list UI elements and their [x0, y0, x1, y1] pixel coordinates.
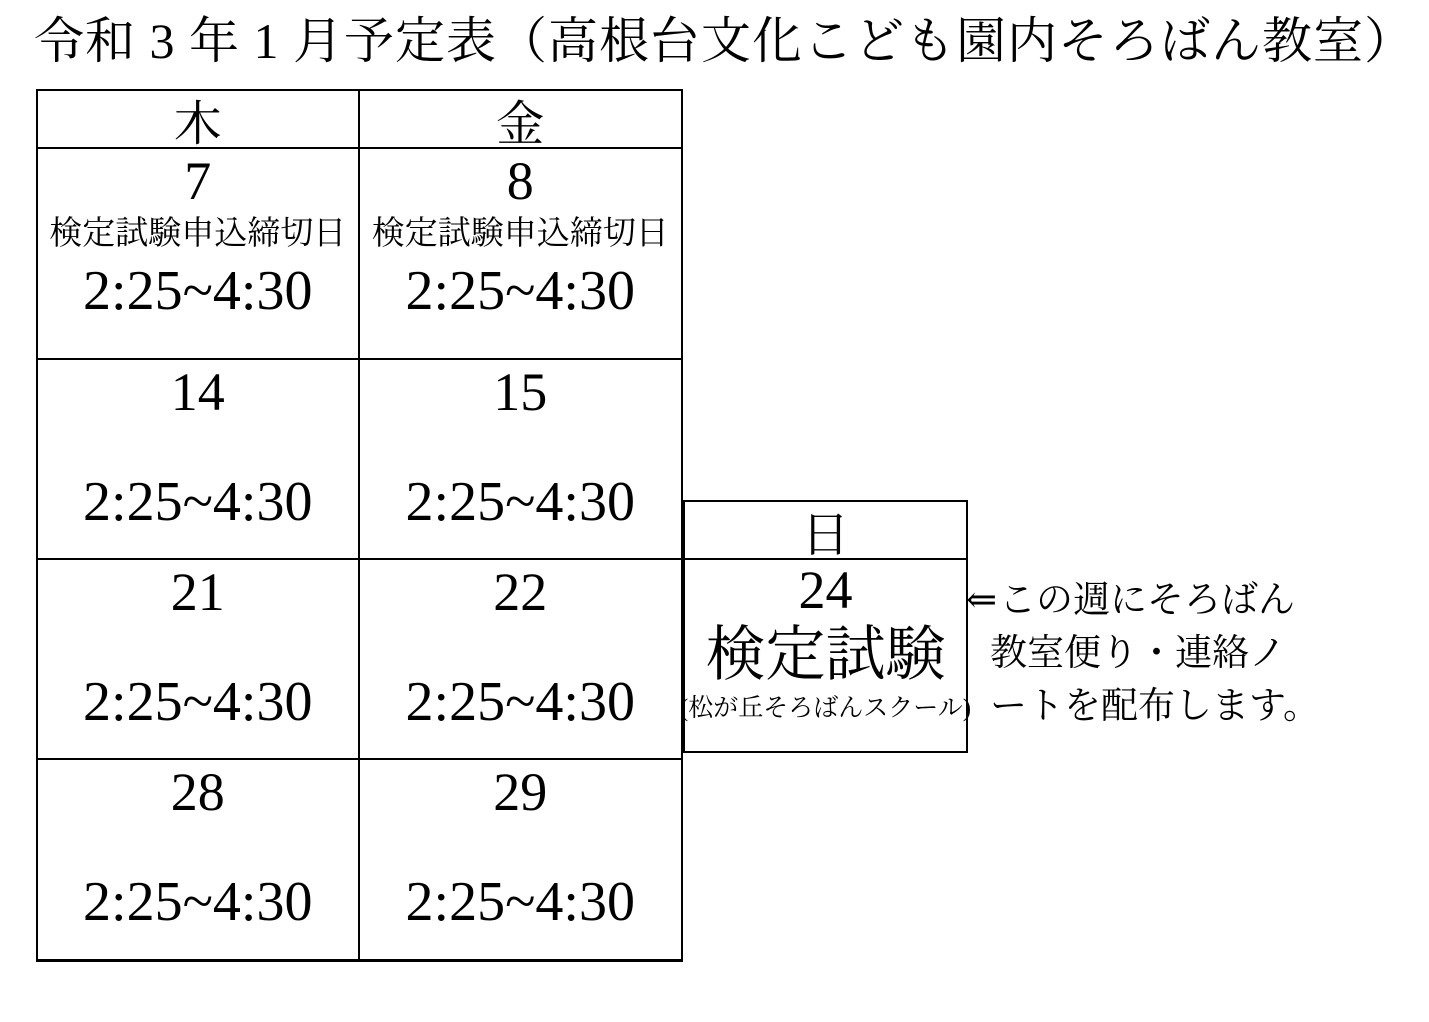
- day-number: 24: [798, 560, 853, 620]
- day-note: 検定試験申込締切日: [371, 216, 669, 252]
- day-number: 8: [506, 151, 534, 211]
- event-name: 検定試験: [705, 622, 946, 688]
- event-organizer: (松が丘そろばんスクール): [679, 695, 972, 722]
- left-double-arrow-icon: ⇐: [966, 580, 998, 621]
- annotation-line: ートを配布します。: [990, 686, 1321, 727]
- class-time: 2:25~4:30: [405, 471, 635, 533]
- class-time: 2:25~4:30: [405, 260, 635, 322]
- annotation-text: この週にそろばん: [999, 580, 1296, 621]
- col-header-thursday: 木: [38, 91, 360, 149]
- class-time: 2:25~4:30: [83, 471, 313, 533]
- class-time: 2:25~4:30: [83, 671, 313, 733]
- day-number: 21: [170, 562, 225, 622]
- calendar-cell-day21: [38, 560, 360, 760]
- calendar-cell-day14: [38, 360, 360, 560]
- class-time: 2:25~4:30: [83, 260, 313, 322]
- day-number: 22: [493, 562, 548, 622]
- class-time: 2:25~4:30: [405, 671, 635, 733]
- calendar-cell-day29: [360, 760, 682, 959]
- day-number: 7: [184, 151, 212, 211]
- day-number: 29: [493, 762, 548, 822]
- calendar-cell-day28: [38, 760, 360, 959]
- class-time: 2:25~4:30: [83, 871, 313, 933]
- calendar-cell-day8: [360, 149, 682, 360]
- col-header-sunday: 日: [685, 502, 966, 560]
- page-title: 令和 3 年 1 月予定表（高根台文化こども園内そろばん教室）: [34, 13, 1415, 69]
- calendar-cell-day24: [679, 560, 972, 726]
- day-note: 検定試験申込締切日: [49, 216, 347, 252]
- annotation-line: [966, 574, 1320, 627]
- day-number: 14: [170, 362, 225, 422]
- calendar-cell-day7: [38, 149, 360, 360]
- sunday-box: [679, 500, 972, 753]
- annotation: [966, 574, 1320, 733]
- calendar-cell-day15: [360, 360, 682, 560]
- class-time: 2:25~4:30: [405, 871, 635, 933]
- day-number: 15: [493, 362, 548, 422]
- annotation-line: 教室便り・連絡ノ: [990, 633, 1286, 674]
- calendar-cell-day22: [360, 560, 682, 760]
- col-header-friday: 金: [360, 91, 682, 149]
- day-number: 28: [170, 762, 225, 822]
- schedule-table: [36, 89, 683, 962]
